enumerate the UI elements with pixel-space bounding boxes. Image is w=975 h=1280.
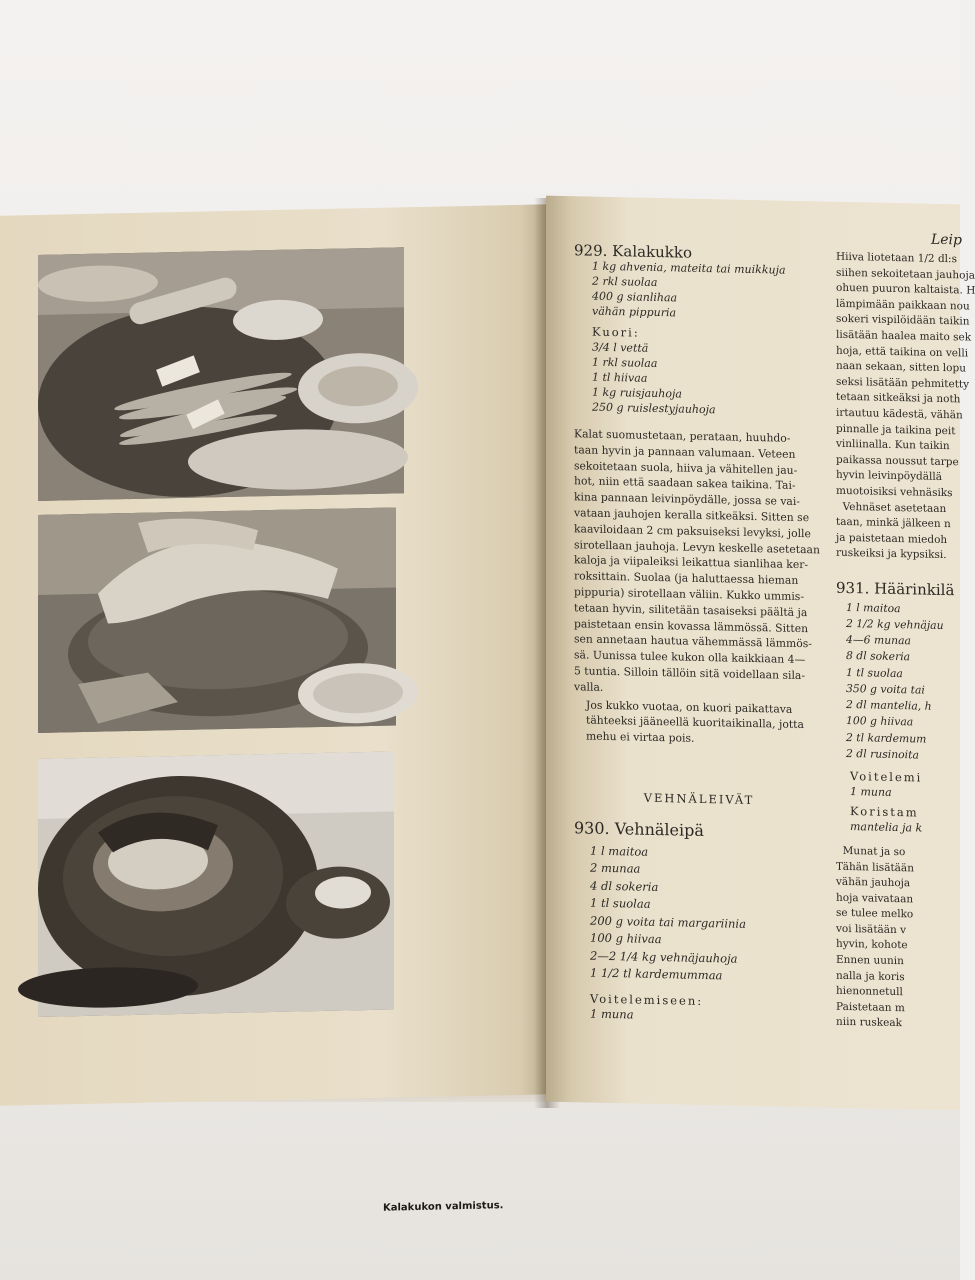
text-line: sokeri vispilöidään taikin — [836, 313, 970, 328]
ingredient-line: 2 dl rusinoita — [846, 746, 919, 762]
ingredient-line: 1 tl suolaa — [846, 665, 903, 680]
text-line: nalla ja koris — [836, 969, 905, 983]
text-line: Ennen uunin — [836, 953, 904, 968]
recipe-930-ingredients — [590, 843, 824, 988]
text-line: roksittain. Suolaa (ja haluttaessa hieman — [574, 569, 799, 588]
ingredient-line: 100 g hiivaa — [846, 714, 914, 729]
column-a — [574, 242, 824, 1026]
ingredient-line: 2 dl mantelia, h — [846, 698, 932, 713]
ingredient-line: 1 l maitoa — [590, 843, 649, 859]
text-line: ohuen puuron kaltaista. H — [836, 281, 975, 297]
text-line: Jos kukko vuotaa, on kuori paikattava — [586, 698, 793, 716]
ingredient-line: 8 dl sokeria — [846, 649, 911, 664]
text-line: 5 tuntia. Silloin tällöin sitä voidellaan sila- — [574, 664, 806, 683]
crust-heading: Kuori: — [592, 324, 640, 340]
text-line: pippuria) sirotellaan väliin. Kukko ummis- — [574, 585, 804, 604]
recipe-929-ingredients — [592, 259, 824, 324]
ingredient-line: 4 dl sokeria — [590, 878, 659, 894]
ingredient-line: 2 rkl suolaa — [592, 274, 658, 289]
text-line: naan sekaan, sitten lopu — [836, 359, 966, 375]
ingredient-line: 1 l maitoa — [846, 600, 901, 615]
photo-finished-kalakukko — [38, 751, 394, 1016]
ingredient-line: 1 kg ruisjauhoja — [592, 385, 682, 401]
text-line: mehu ei virtaa pois. — [586, 729, 695, 745]
photo-kneading-dough — [38, 507, 396, 732]
ingredient-line: 1 tl suolaa — [590, 896, 651, 912]
ingredient-line: 2 tl kardemum — [846, 730, 927, 746]
text-line: vähän jauhoja — [836, 875, 911, 890]
text-line: tetaan hyvin, silitetään tasaiseksi päältä ja — [574, 601, 808, 619]
text-line: pinnalle ja taikina peit — [836, 422, 956, 437]
ingredient-line: 1 1/2 tl kardemummaa — [590, 966, 723, 983]
text-line: taan hyvin ja pannaan valumaan. Veteen — [574, 443, 796, 461]
text-line: se tulee melko — [836, 907, 914, 921]
text-line: vinliinalla. Kun taikin — [836, 437, 950, 453]
text-line: Vehnäset asetetaan — [836, 500, 947, 515]
text-line: valla. — [574, 680, 604, 694]
text-line: hot, niin että saadaan sakea taikina. Tai- — [574, 474, 796, 493]
text-line: Munat ja so — [836, 844, 906, 859]
ingredient-line: 350 g voita tai — [846, 681, 925, 697]
text-line: hyvin, kohote — [836, 938, 908, 952]
text-line: hoja vaivataan — [836, 891, 914, 906]
recipe-929-title: 929. Kalakukko — [574, 241, 693, 262]
text-line: kaaviloidaan 2 cm paksuiseksi levyksi, jolle — [574, 522, 811, 540]
text-line: lisätään haalea maito sek — [836, 328, 972, 344]
glaze-ingredient: 1 muna — [850, 784, 892, 799]
recipe-931-ingredients — [846, 600, 960, 764]
photo-fish-on-board — [38, 247, 404, 501]
ingredient-line: 1 kg ahvenia, mateita tai muikkuja — [592, 259, 786, 277]
text-line: ruskeiksi ja kypsiksi. — [836, 547, 947, 562]
text-line: kaloja ja viipaleiksi leikattua sianlihaa ker- — [574, 553, 809, 572]
open-cookbook — [0, 188, 975, 1214]
text-line: irtautuu kädestä, vähän — [836, 406, 963, 422]
text-line: muotoisiksi vehnäsiks — [836, 484, 953, 500]
text-line: Kalat suomustetaan, perataan, huuhdo- — [574, 427, 791, 445]
text-line: paistetaan ensin kovassa lämmössä. Sitten — [574, 616, 809, 635]
crust-ingredients — [592, 340, 824, 420]
column-b — [836, 230, 975, 1034]
glaze-ingredient: 1 muna — [590, 1006, 634, 1022]
ingredient-line: 2 1/2 kg vehnäjau — [846, 617, 944, 633]
ingredient-line: 100 g hiivaa — [590, 931, 662, 947]
ingredient-line: 250 g ruislestyjauhoja — [592, 400, 716, 417]
column-b-text — [836, 250, 975, 564]
ingredient-line: 2 munaa — [590, 861, 641, 877]
glaze-heading: Voitelemiseen: — [590, 991, 704, 1008]
text-line: taan, minkä jälkeen n — [836, 515, 951, 531]
text-line: hyvin leivinpöydällä — [836, 469, 942, 484]
recipe-929-method — [574, 426, 824, 700]
left-page — [0, 204, 548, 1214]
glaze-heading: Voitelemi — [850, 768, 923, 785]
text-line: paikassa noussut tarpe — [836, 453, 959, 469]
text-line: ja paistetaan miedoh — [836, 531, 948, 546]
text-line: Paistetaan m — [836, 1000, 905, 1015]
decor-ingredient: mantelia ja k — [850, 819, 923, 835]
text-line: sirotellaan jauhoja. Levyn keskelle asetetaan — [574, 537, 820, 556]
photo-caption: Kalakukon valmistus. — [383, 1200, 504, 1214]
ingredient-line: 200 g voita tai margariinia — [590, 913, 746, 931]
text-line: sä. Uunissa tulee kukon olla kaikkiaan 4— — [574, 648, 806, 667]
text-line: niin ruskeak — [836, 1016, 902, 1030]
recipe-930-title: 930. Vehnäleipä — [574, 818, 704, 840]
text-line: hienonnetull — [836, 984, 903, 999]
recipe-931-method — [836, 844, 960, 1034]
decor-heading: Koristam — [850, 803, 919, 820]
text-line: Hiiva liotetaan 1/2 dl:s — [836, 250, 957, 266]
text-line: kina pannaan leivinpöydälle, jossa se vai- — [574, 490, 800, 509]
ingredient-line: 1 rkl suolaa — [592, 355, 658, 370]
ingredient-line: 1 tl hiivaa — [592, 370, 648, 385]
section-heading: VEHNÄLEIVÄT — [643, 790, 755, 807]
text-line: lämpimään paikkaan nou — [836, 297, 970, 313]
ingredient-line: 3/4 l vettä — [592, 340, 649, 355]
text-line: tähteeksi jääneellä kuoritaikinalla, jotta — [586, 713, 804, 732]
text-line: seksi lisätään pehmitetty — [836, 375, 970, 391]
ingredient-line: vähän pippuria — [592, 304, 677, 320]
text-line: siihen sekoitetaan jauhoja — [836, 266, 975, 282]
ingredient-line: 2—2 1/4 kg vehnäjauhoja — [590, 948, 738, 966]
ingredient-line: 400 g sianlihaa — [592, 289, 678, 305]
recipe-931-title: 931. Häärinkilä — [836, 578, 955, 600]
right-running-title: Leip — [930, 231, 962, 249]
text-line: sen annetaan hautua vähemmässä lämmös- — [574, 632, 812, 651]
recipe-929-note — [574, 697, 824, 750]
ingredient-line: 4—6 munaa — [846, 633, 911, 648]
right-page — [546, 196, 975, 1111]
text-line: sekoitetaan suola, hiiva ja vähitellen jau- — [574, 458, 798, 477]
text-line: Tähän lisätään — [836, 860, 914, 874]
text-line: vataan jauhojen keralla sitkeäksi. Sitten se — [574, 506, 810, 525]
text-line: hoja, että taikina on velli — [836, 344, 969, 360]
text-line: voi lisätään v — [836, 922, 907, 937]
text-line: tetaan sitkeäksi ja noth — [836, 391, 961, 406]
